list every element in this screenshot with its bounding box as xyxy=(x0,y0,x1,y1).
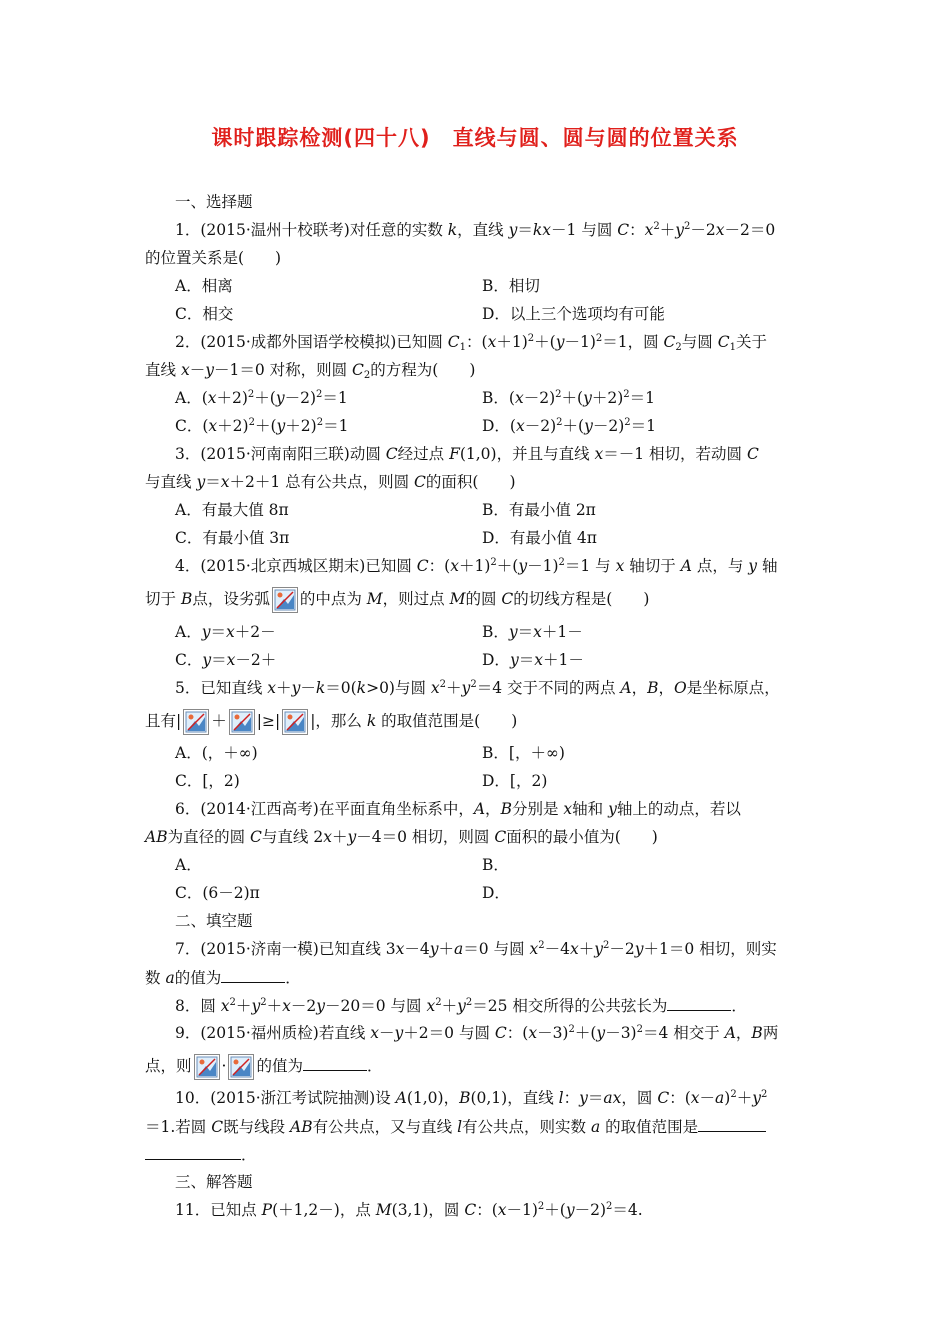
q3-line2: 与直线 y＝x＋2＋1 总有公共点，则圆 C的面积( ) xyxy=(145,473,516,491)
q2-option-d: D．$(x-2)^2+(y-2)^2=1$ xyxy=(482,417,657,435)
q11-line1: 11．已知点 P(＋1,2－)，点 M(3,1)，圆 C：$(x-1)^2+(y-2)^2=4$. xyxy=(175,1201,643,1219)
q1-option-a: A．相离 xyxy=(175,277,233,295)
image-placeholder-icon xyxy=(183,709,209,735)
image-placeholder-icon xyxy=(194,1054,220,1080)
q5-option-c: C．[，2) xyxy=(175,772,240,790)
q6-line2: AB为直径的圆 C与直线 2x＋y－4＝0 相切，则圆 C面积的最小值为( ) xyxy=(145,828,658,846)
q5-option-a: A．(，＋∞) xyxy=(175,744,258,762)
q7-line1: 7．(2015·济南一模)已知直线 3x－4y＋a＝0 与圆 $x^2-4x+y^2-2y+1=0$ 相切，则实 xyxy=(175,940,777,958)
q9-line2: 点，则 · 的值为 ． xyxy=(145,1054,382,1080)
q4-option-c: C．y＝x－2＋ xyxy=(175,651,277,669)
image-placeholder-icon xyxy=(228,1054,254,1080)
q6-option-d: D． xyxy=(482,884,510,902)
q4-option-b: B．y＝x＋1－ xyxy=(482,623,583,641)
q2-option-c: C．$(x+2)^2+(y+2)^2=1$ xyxy=(175,417,349,435)
q9-line1: 9．(2015·福州质检)若直线 x－y＋2＝0 与圆 C：$(x-3)^2+(y-3)^2=4$ 相交于 A，B两 xyxy=(175,1024,779,1042)
q1-line1: 1．(2015·温州十校联考)对任意的实数 k，直线 y＝kx－1 与圆 C：$x^2+y^2-2x-2=0$ xyxy=(175,221,776,239)
q2-line1: 2．(2015·成都外国语学校模拟)已知圆 $C_1$：$(x+1)^2+(y-1)^2=1$，圆 $C_2$与圆 $C_1$关于 xyxy=(175,333,767,353)
page-title: 课时跟踪检测(四十八) 直线与圆、圆与圆的位置关系 xyxy=(211,126,739,150)
q5-option-b: B．[，＋∞) xyxy=(482,744,565,762)
q8-line1: 8．圆 $x^2+y^2+x-2y-20=0$ 与圆 $x^2+y^2=25$ 相交所得的公共弦长为 ． xyxy=(175,997,747,1015)
q1-option-d: D．以上三个选项均有可能 xyxy=(482,305,665,323)
image-placeholder-icon xyxy=(282,709,308,735)
q3-option-d: D．有最小值 4π xyxy=(482,529,597,547)
q7-line2: 数 a的值为 ． xyxy=(145,969,301,987)
q3-option-b: B．有最小值 2π xyxy=(482,501,596,519)
q3-option-c: C．有最小值 3π xyxy=(175,529,290,547)
q4-option-a: A．y＝x＋2－ xyxy=(175,623,276,641)
q1-option-c: C．相交 xyxy=(175,305,234,323)
q2-option-a: A．$(x+2)^2+(y-2)^2=1$ xyxy=(175,389,348,407)
q1-line2: 的位置关系是( ) xyxy=(145,249,282,267)
q5-line1: 5．已知直线 x＋y－k＝0(k>0)与圆 $x^2+y^2=4$ 交于不同的两点 A，B，O是坐标原点， xyxy=(175,679,780,697)
q6-option-b: B． xyxy=(482,856,509,874)
section-heading-fill: 二、填空题 xyxy=(175,912,253,930)
q4-line1: 4．(2015·北京西城区期末)已知圆 C：$(x+1)^2+(y-1)^2=1$ 与 x 轴切于 A 点，与 y 轴 xyxy=(175,557,778,575)
q1-option-b: B．相切 xyxy=(482,277,540,295)
q2-line2: 直线 x－y－1＝0 对称，则圆 $C_2$的方程为( ) xyxy=(145,361,476,381)
q4-option-d: D．y＝x＋1－ xyxy=(482,651,584,669)
q6-option-c: C．(6－2)π xyxy=(175,884,260,902)
q10-line3: ． xyxy=(145,1144,257,1165)
section-heading-solve: 三、解答题 xyxy=(175,1173,253,1191)
image-placeholder-icon xyxy=(229,709,255,735)
section-heading-choice: 一、选择题 xyxy=(175,193,253,211)
q10-line2: ＝1.若圆 C既与线段 AB有公共点，又与直线 l有公共点，则实数 a 的取值范围是 xyxy=(145,1116,766,1137)
q2-option-b: B．$(x-2)^2+(y+2)^2=1$ xyxy=(482,389,655,407)
q3-option-a: A．有最大值 8π xyxy=(175,501,289,519)
image-placeholder-icon xyxy=(272,587,298,613)
q4-line2: 切于 B点，设劣弧 的中点为 M，则过点 M的圆 C的切线方程是( ) xyxy=(145,587,649,613)
q5-option-d: D．[，2) xyxy=(482,772,548,790)
q6-option-a: A． xyxy=(175,856,202,874)
q5-line2: 且有| ＋ |≥| |，那么 k 的取值范围是( ) xyxy=(145,709,517,735)
q10-line1: 10．(2015·浙江考试院抽测)设 A(1,0)，B(0,1)，直线 l：y＝ax，圆 C：$(x-a)^2+y^2$ xyxy=(175,1089,768,1107)
q6-line1: 6．(2014·江西高考)在平面直角坐标系中，A，B分别是 x轴和 y轴上的动点，若以 xyxy=(175,800,741,818)
q3-line1: 3．(2015·河南南阳三联)动圆 C经过点 F(1,0)，并且与直线 x＝－1 相切，若动圆 C xyxy=(175,445,759,463)
